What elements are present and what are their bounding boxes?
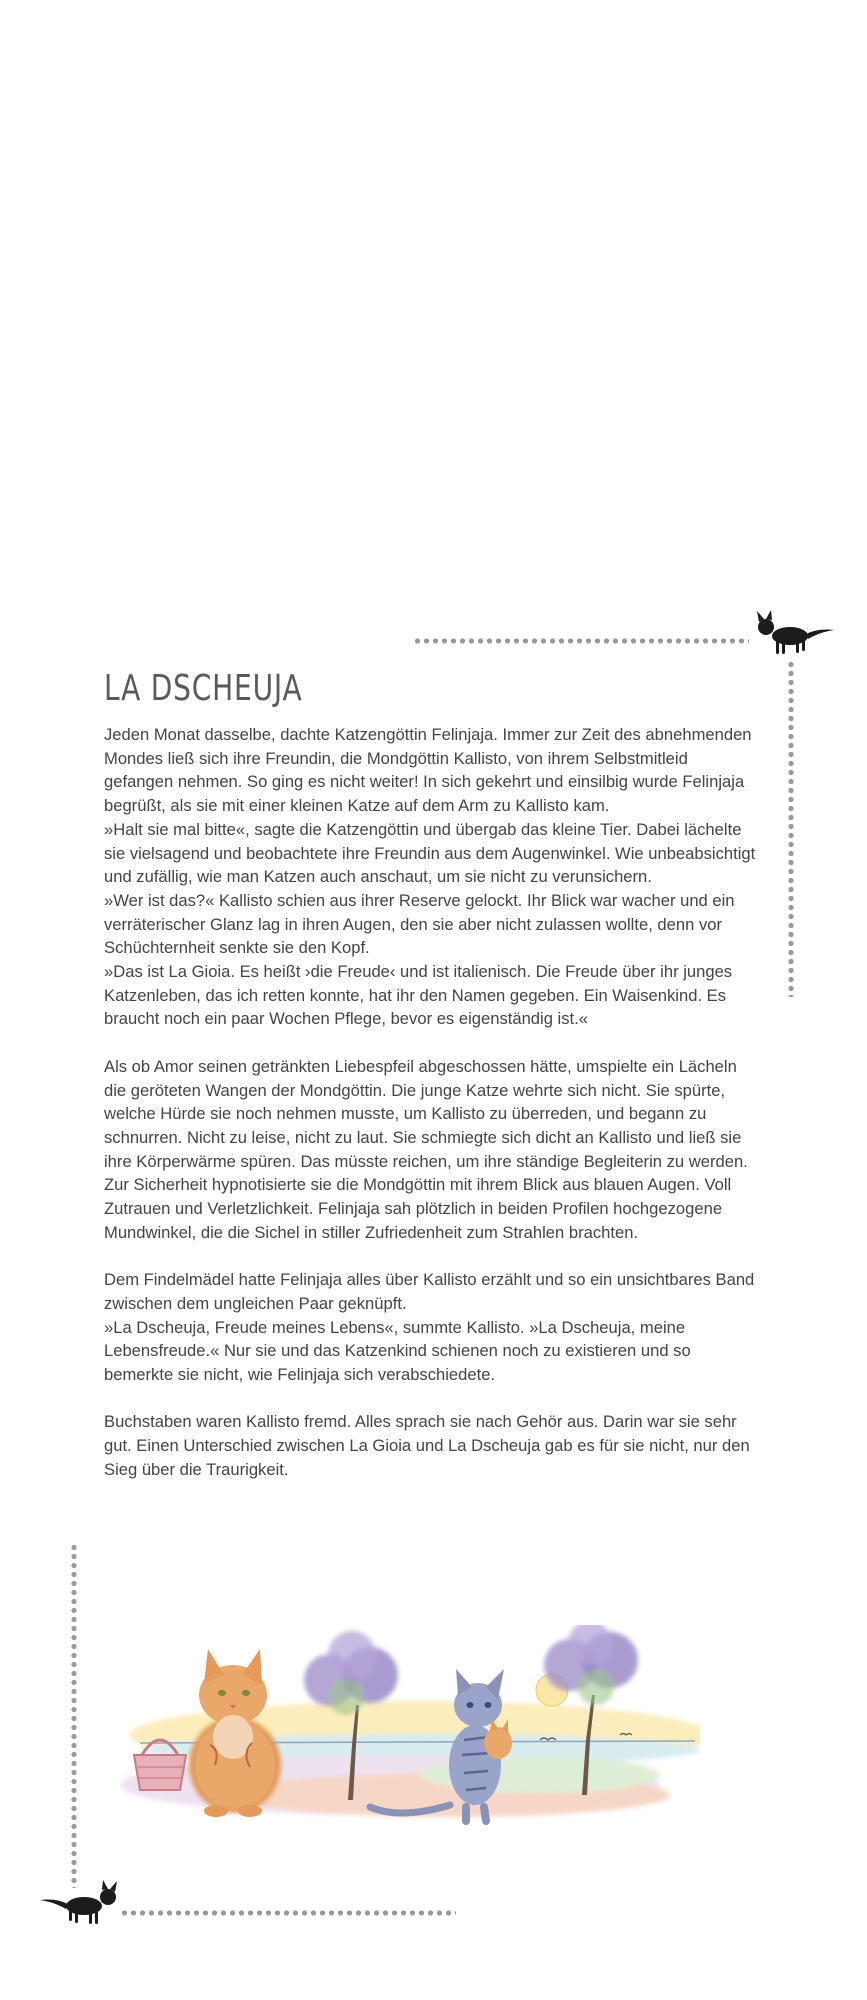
story-paragraph: Jeden Monat dasselbe, dachte Katzengöttin Felinjaja. Immer zur Zeit des abnehmenden Mondes ließ sich ihre Freundin, die Mondgöttin Kallisto, von ihrem Selbstmitleid gefangen nehmen. So ging es nicht weiter! In sich gekehrt und einsilbig wurde Felinjaja begrüßt, als sie mit einer kleinen Katze auf dem Arm zu Kallisto kam.: [104, 725, 752, 816]
story-paragraph: »La Dscheuja, Freude meines Lebens«, summte Kallisto. »La Dscheuja, meine Lebensfreude.« Nur sie und das Katzenkind schienen noch zu existieren und so bemerkte sie nicht, wie Felinjaja sich verabschiedete.: [104, 1317, 691, 1384]
cat-silhouette-icon: [38, 1880, 122, 1928]
story-title: LA DSCHEUJA: [104, 668, 303, 709]
orange-cat: [189, 1649, 281, 1817]
cat-silhouette-icon: [752, 610, 836, 658]
cats-beach-illustration: [120, 1625, 700, 1835]
left-dotted-line: [71, 1543, 77, 1888]
story-paragraph: Buchstaben waren Kallisto fremd. Alles sprach sie nach Gehör aus. Darin war sie sehr gut. Einen Unterschied zwischen La Gioia und La Dscheuja gab es für sie nicht, nur den Sieg über die Traurigkeit.: [104, 1412, 750, 1479]
story-paragraph: »Halt sie mal bitte«, sagte die Katzengöttin und übergab das kleine Tier. Dabei lächelte sie vielsagend und beobachtete ihre Freundin aus dem Augenwinkel. Wie unbeabsichtigt und zufällig, wie man Katzen auch anschaut, um sie nicht zu verunsichern.: [104, 819, 756, 887]
right-dotted-line: [788, 660, 794, 997]
story-paragraph: »Das ist La Gioia. Es heißt ›die Freude‹ und ist italienisch. Die Freude über ihr junges Katzenleben, das ich retten konnte, hat ihr den Namen gegeben. Ein Waisenkind. Es braucht noch ein paar Wochen Pflege, bevor es eigenständig ist.«: [104, 962, 733, 1029]
story-paragraph: Dem Findelmädel hatte Felinjaja alles über Kallisto erzählt und so ein unsichtbares Band zwischen dem ungleichen Paar geknüpft.: [104, 1270, 755, 1313]
bottom-dotted-line: [120, 1910, 456, 1916]
story-paragraph: »Wer ist das?« Kallisto schien aus ihrer Reserve gelockt. Ihr Blick war wacher und ein verräterischer Glanz lag in ihren Augen, den sie aber nicht zulassen wollte, denn vor Schüchternheit senkte sie den Kopf.: [104, 890, 735, 958]
top-dotted-line: [413, 638, 749, 644]
story-text: [104, 723, 759, 1481]
story-paragraph: Als ob Amor seinen getränkten Liebespfeil abgeschossen hätte, umspielte ein Lächeln die geröteten Wangen der Mondgöttin. Die junge Katze wehrte sich nicht. Sie spürte, welche Hürde sie noch nehmen musste, um Kallisto zu überreden, und begann zu schnurren. Nicht zu leise, nicht zu laut. Sie schmiegte sich dicht an Kallisto und ließ sie ihre Körperwärme spüren. Das müsste reichen, um ihre ständige Begleiterin zu werden. Zur Sicherheit hypnotisierte sie die Mondgöttin mit ihrem Blick aus blauen Augen. Voll Zutrauen und Verletzlichkeit. Felinjaja sah plötzlich in beiden Profilen hochgezogene Mundwinkel, die die Sichel in stiller Zufriedenheit zum Strahlen brachten.: [104, 1056, 748, 1242]
